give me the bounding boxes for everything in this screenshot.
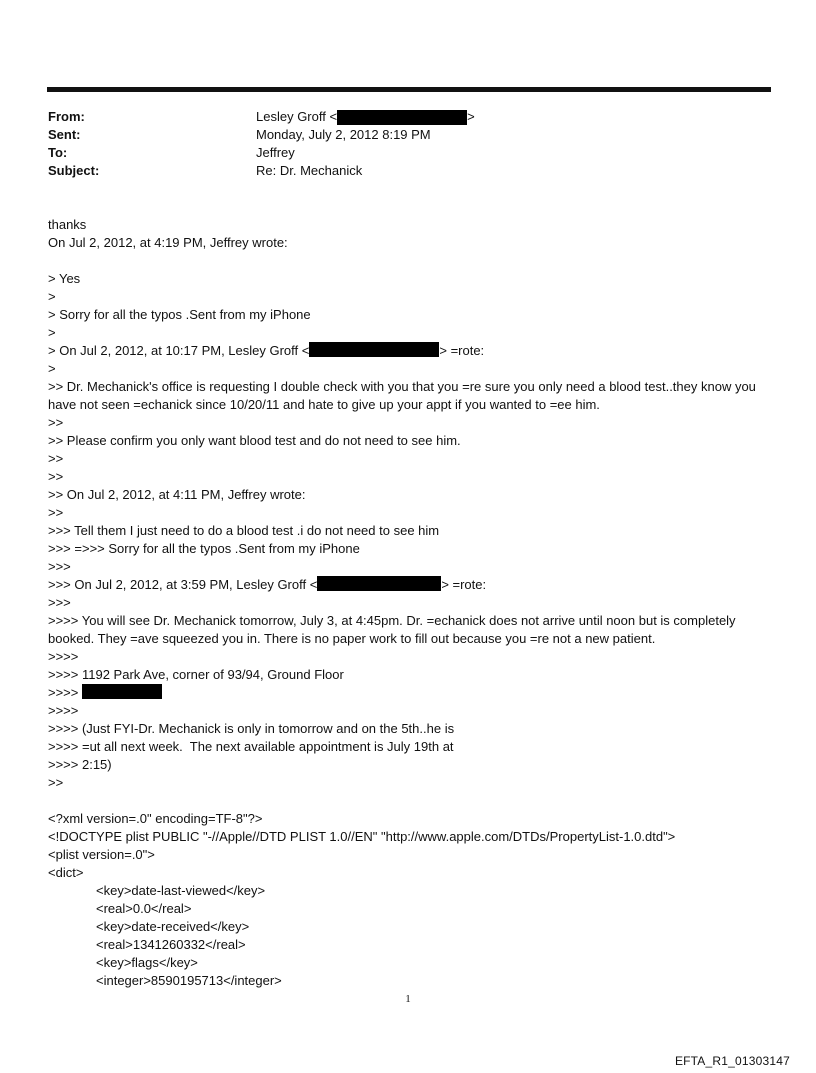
body-line: >> [48, 505, 64, 520]
body-line: <real>0.0</real> [96, 901, 192, 916]
from-label: From: [48, 109, 85, 124]
body-line: >>>> 1192 Park Ave, corner of 93/94, Ground Floor [48, 667, 344, 682]
sent-label: Sent: [48, 127, 81, 142]
quote-text: > =rote: [439, 343, 485, 358]
body-line: >>>> 2:15) [48, 757, 112, 772]
redaction-block [309, 342, 439, 357]
body-line: <plist version=.0"> [48, 847, 155, 862]
from-close: > [467, 109, 475, 124]
document-id: EFTA_R1_01303147 [674, 1054, 790, 1068]
body-line [48, 342, 772, 360]
body-line [48, 576, 772, 594]
body-line: <key>date-received</key> [96, 919, 250, 934]
body-line: >>> Tell them I just need to do a blood test .i do not need to see him [48, 523, 440, 538]
body-line: >>> =>>> Sorry for all the typos .Sent from my iPhone [48, 541, 360, 556]
subject-label: Subject: [48, 163, 100, 178]
body-line [48, 252, 772, 270]
body-line: <?xml version=.0" encoding=TF-8"?> [48, 811, 263, 826]
body-line: >> [48, 775, 64, 790]
to-row [48, 144, 768, 162]
body-line: >>>> [48, 649, 79, 664]
body-line: >>> [48, 595, 71, 610]
body-line: >>>> [48, 703, 79, 718]
body-line: >>> [48, 559, 71, 574]
redaction-block [82, 684, 162, 699]
body-line: <real>1341260332</real> [96, 937, 246, 952]
from-name: Lesley Groff < [256, 109, 338, 124]
sent-value: Monday, July 2, 2012 8:19 PM [256, 127, 431, 142]
from-row [48, 108, 768, 126]
sent-row [48, 126, 768, 144]
body-line: <key>date-last-viewed</key> [96, 883, 266, 898]
header-rule [47, 87, 771, 92]
body-line: thanks [48, 217, 87, 232]
body-line: >> On Jul 2, 2012, at 4:11 PM, Jeffrey wrote: [48, 487, 306, 502]
quote-text: >>> On Jul 2, 2012, at 3:59 PM, Lesley Groff < [48, 577, 318, 592]
body-line: >> Please confirm you only want blood test and do not need to see him. [48, 433, 461, 448]
body-line: > Sorry for all the typos .Sent from my iPhone [48, 307, 311, 322]
email-header [48, 108, 768, 180]
body-line: > [48, 289, 56, 304]
subject-row [48, 162, 768, 180]
subject-value: Re: Dr. Mechanick [256, 163, 363, 178]
body-line: > [48, 325, 56, 340]
redaction-block [337, 110, 467, 125]
body-line: >>>> You will see Dr. Mechanick tomorrow, July 3, at 4:45pm. Dr. =echanick does not arrive until noon but is completely booked. They =ave squeezed you in. There is no paper work to fill out because you =re not a new patient. [48, 613, 736, 646]
body-line: >>>> =ut all next week. The next available appointment is July 19th at [48, 739, 454, 754]
body-line: <!DOCTYPE plist PUBLIC "-//Apple//DTD PLIST 1.0//EN" "http://www.apple.com/DTDs/PropertyList-1.0.dtd"> [48, 829, 676, 844]
page-number: 1 [405, 993, 411, 1005]
body-line: <dict> [48, 865, 84, 880]
body-line: <integer>8590195713</integer> [96, 973, 282, 988]
body-line: >> [48, 451, 64, 466]
body-line: >> [48, 415, 64, 430]
to-value: Jeffrey [256, 145, 295, 160]
body-line: >> [48, 469, 64, 484]
body-line: On Jul 2, 2012, at 4:19 PM, Jeffrey wrote: [48, 235, 288, 250]
quote-text: > =rote: [441, 577, 487, 592]
email-body [48, 216, 772, 990]
body-line: >> Dr. Mechanick's office is requesting I double check with you that you =re sure you only need a blood test..they know you have not seen =echanick since 10/20/11 and hate to give up your appt if you wanted to =ee him. [48, 379, 756, 412]
body-line: >>>> (Just FYI-Dr. Mechanick is only in tomorrow and on the 5th..he is [48, 721, 455, 736]
body-line: > Yes [48, 271, 81, 286]
body-line: <key>flags</key> [96, 955, 198, 970]
redaction-block [317, 576, 441, 591]
body-line [48, 792, 772, 810]
to-label: To: [48, 145, 68, 160]
body-line [48, 684, 772, 702]
quote-text: > On Jul 2, 2012, at 10:17 PM, Lesley Groff < [48, 343, 310, 358]
from-value [256, 108, 475, 126]
quote-text: >>>> [48, 685, 79, 700]
body-line: > [48, 361, 56, 376]
